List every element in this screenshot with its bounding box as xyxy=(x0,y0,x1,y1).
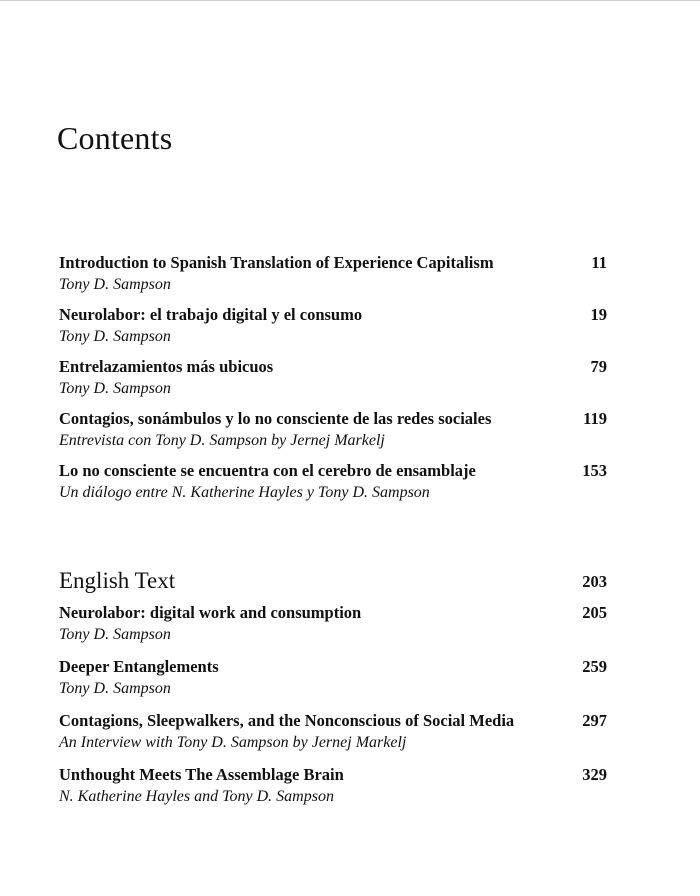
entry-title: Introduction to Spanish Translation of Experience Capitalism xyxy=(59,253,494,272)
toc-entry[interactable] xyxy=(59,461,607,513)
entry-title: Contagions, Sleepwalkers, and the Nonconscious of Social Media xyxy=(59,711,515,730)
entry-title: Entrelazamientos más ubicuos xyxy=(59,357,274,376)
entry-page-number: 11 xyxy=(591,253,607,272)
entry-title: Deeper Entanglements xyxy=(59,657,219,676)
entry-author: Entrevista con Tony D. Sampson by Jernej Markelj xyxy=(59,432,385,449)
toc-entry[interactable] xyxy=(59,409,607,461)
english-section-heading[interactable] xyxy=(59,566,607,596)
english-contents-list xyxy=(59,603,607,819)
entry-page-number: 259 xyxy=(582,657,607,676)
entry-page-number: 153 xyxy=(582,461,607,480)
entry-title: Lo no consciente se encuentra con el cerebro de ensamblaje xyxy=(59,461,476,480)
entry-page-number: 205 xyxy=(582,603,607,622)
entry-author: Un diálogo entre N. Katherine Hayles y Tony D. Sampson xyxy=(59,484,430,501)
entry-title: Contagios, sonámbulos y lo no consciente de las redes sociales xyxy=(59,409,492,428)
toc-entry[interactable] xyxy=(59,657,607,711)
entry-author: Tony D. Sampson xyxy=(59,380,171,397)
entry-title: Neurolabor: el trabajo digital y el consumo xyxy=(59,305,363,324)
spanish-contents-list xyxy=(59,253,607,513)
toc-entry[interactable] xyxy=(59,765,607,819)
entry-author: Tony D. Sampson xyxy=(59,276,171,293)
entry-author: An Interview with Tony D. Sampson by Jernej Markelj xyxy=(59,734,407,751)
entry-title: Neurolabor: digital work and consumption xyxy=(59,603,362,622)
entry-author: Tony D. Sampson xyxy=(59,680,171,697)
toc-entry[interactable] xyxy=(59,357,607,409)
entry-page-number: 297 xyxy=(582,711,607,730)
section-heading-label: English Text xyxy=(59,568,176,593)
entry-page-number: 329 xyxy=(582,765,607,784)
section-page-number: 203 xyxy=(582,572,607,591)
entry-author: Tony D. Sampson xyxy=(59,626,171,643)
toc-entry[interactable] xyxy=(59,253,607,305)
page-title: Contents xyxy=(57,120,173,156)
entry-page-number: 119 xyxy=(583,409,607,428)
toc-entry[interactable] xyxy=(59,305,607,357)
toc-entry[interactable] xyxy=(59,711,607,765)
toc-entry[interactable] xyxy=(59,603,607,657)
entry-author: Tony D. Sampson xyxy=(59,328,171,345)
entry-page-number: 19 xyxy=(590,305,607,324)
entry-title: Unthought Meets The Assemblage Brain xyxy=(59,765,344,784)
page-top-border xyxy=(0,0,700,1)
entry-page-number: 79 xyxy=(590,357,607,376)
entry-author: N. Katherine Hayles and Tony D. Sampson xyxy=(59,788,334,805)
